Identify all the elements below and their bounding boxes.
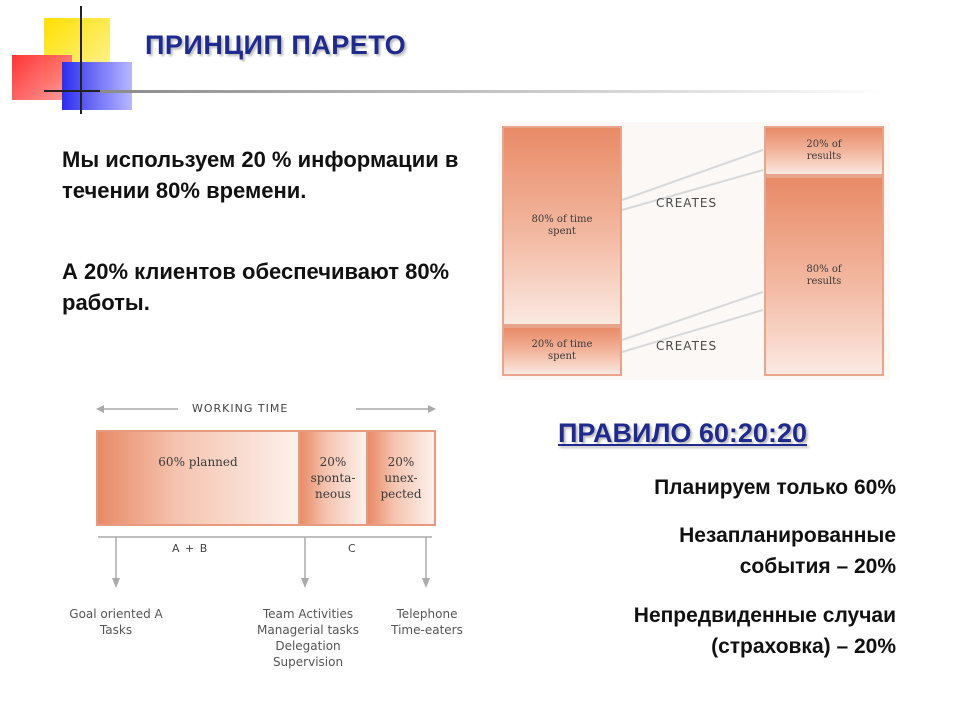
paragraph-clients: А 20% клиентов обеспечивают 80% работы. (62, 259, 450, 315)
segment-planned (96, 430, 300, 526)
rule-line-unplanned-a: Незапланированные (679, 524, 896, 547)
arrowhead-left (112, 578, 120, 588)
bar-right-20-results (764, 126, 884, 176)
rule-line-unplanned-b: события – 20% (739, 555, 896, 578)
segment-spontaneous (298, 430, 368, 526)
deco-vertical-line (80, 6, 82, 114)
rule-line-unexpected-a: Непредвиденные случаи (633, 604, 896, 627)
working-time-header: WORKING TIME (192, 402, 289, 415)
bar-right-80-label: 80% of results (806, 264, 842, 287)
segment-unexpected-label: 20% unex-pected (380, 455, 422, 501)
rule-6020-title: ПРАВИЛО 60:20:20 (558, 418, 807, 448)
bar-left-80-time (502, 126, 622, 326)
creates-label-top: CREATES (656, 196, 718, 210)
bar-left-80-label: 80% of time spent (531, 214, 593, 237)
bar-right-80-results (764, 176, 884, 376)
note-goal-oriented: Goal oriented A Tasks (69, 607, 163, 637)
paragraph-information: Мы используем 20 % информации в течении 80% времени. (62, 147, 459, 203)
working-time-figure (60, 392, 480, 682)
header-arrowhead-left (96, 405, 104, 413)
rule-line-planned: Планируем только 60% (654, 476, 896, 499)
group-ab-label: A + B (172, 542, 209, 555)
rule-line-unexpected-b: (страховка) – 20% (711, 635, 896, 658)
segment-unexpected (366, 430, 436, 526)
bar-left-20-time (502, 326, 622, 376)
arrowhead-right (422, 578, 430, 588)
title-underline-rule (100, 90, 890, 93)
segment-spontaneous-label: 20% sponta-neous (310, 455, 356, 501)
segment-planned-label: 60% planned (158, 455, 238, 469)
deco-blue-square (62, 62, 132, 110)
group-c-label: C (348, 542, 357, 555)
creates-label-bottom: CREATES (656, 339, 718, 353)
note-team-activities: Team Activities Managerial tasks Delegation Supervision (257, 607, 359, 669)
bar-left-20-label: 20% of time spent (531, 339, 593, 362)
arrowhead-middle (301, 578, 309, 588)
pareto-figure (498, 122, 890, 380)
note-telephone: Telephone Time-eaters (391, 607, 463, 637)
slide-title: ПРИНЦИП ПАРЕТО (145, 30, 407, 60)
header-arrowhead-right (428, 405, 436, 413)
bar-right-20-label: 20% of results (806, 139, 842, 162)
